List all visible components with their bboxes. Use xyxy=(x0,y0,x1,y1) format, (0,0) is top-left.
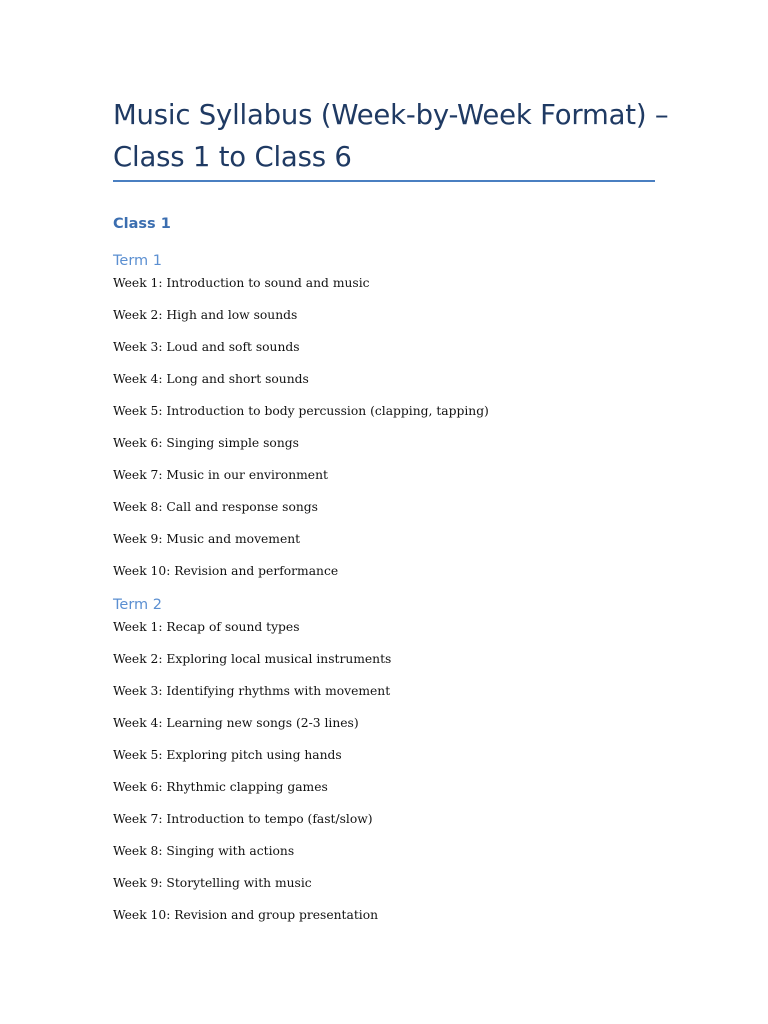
week-item: Week 1: Recap of sound types xyxy=(113,620,300,634)
document-title: Music Syllabus (Week-by-Week Format) – Class 1 to Class 6 xyxy=(113,99,669,173)
class-heading: Class 1 xyxy=(113,216,171,232)
week-item: Week 9: Music and movement xyxy=(113,532,301,546)
title-underline xyxy=(113,180,655,182)
week-item: Week 8: Singing with actions xyxy=(113,844,295,858)
week-item: Week 6: Singing simple songs xyxy=(113,436,299,450)
week-item: Week 3: Identifying rhythms with movement xyxy=(113,684,391,698)
week-item: Week 2: Exploring local musical instruments xyxy=(113,652,392,666)
week-item: Week 5: Introduction to body percussion (clapping, tapping) xyxy=(113,404,489,418)
week-item: Week 7: Music in our environment xyxy=(113,468,328,482)
week-item: Week 3: Loud and soft sounds xyxy=(113,340,300,354)
week-item: Week 8: Call and response songs xyxy=(113,500,318,514)
week-item: Week 9: Storytelling with music xyxy=(113,876,312,890)
week-item: Week 4: Learning new songs (2-3 lines) xyxy=(113,716,359,730)
week-list-term-1 xyxy=(113,275,673,595)
week-item: Week 6: Rhythmic clapping games xyxy=(113,780,328,794)
term-heading-2: Term 2 xyxy=(113,597,162,613)
week-item: Week 5: Exploring pitch using hands xyxy=(113,748,342,762)
term-heading-1: Term 1 xyxy=(113,253,162,269)
week-item: Week 10: Revision and performance xyxy=(113,564,339,578)
week-item: Week 10: Revision and group presentation xyxy=(113,908,379,922)
week-item: Week 2: High and low sounds xyxy=(113,308,298,322)
week-item: Week 4: Long and short sounds xyxy=(113,372,309,386)
week-item: Week 1: Introduction to sound and music xyxy=(113,276,370,290)
week-list-term-2 xyxy=(113,619,673,939)
week-item: Week 7: Introduction to tempo (fast/slow) xyxy=(113,812,373,826)
